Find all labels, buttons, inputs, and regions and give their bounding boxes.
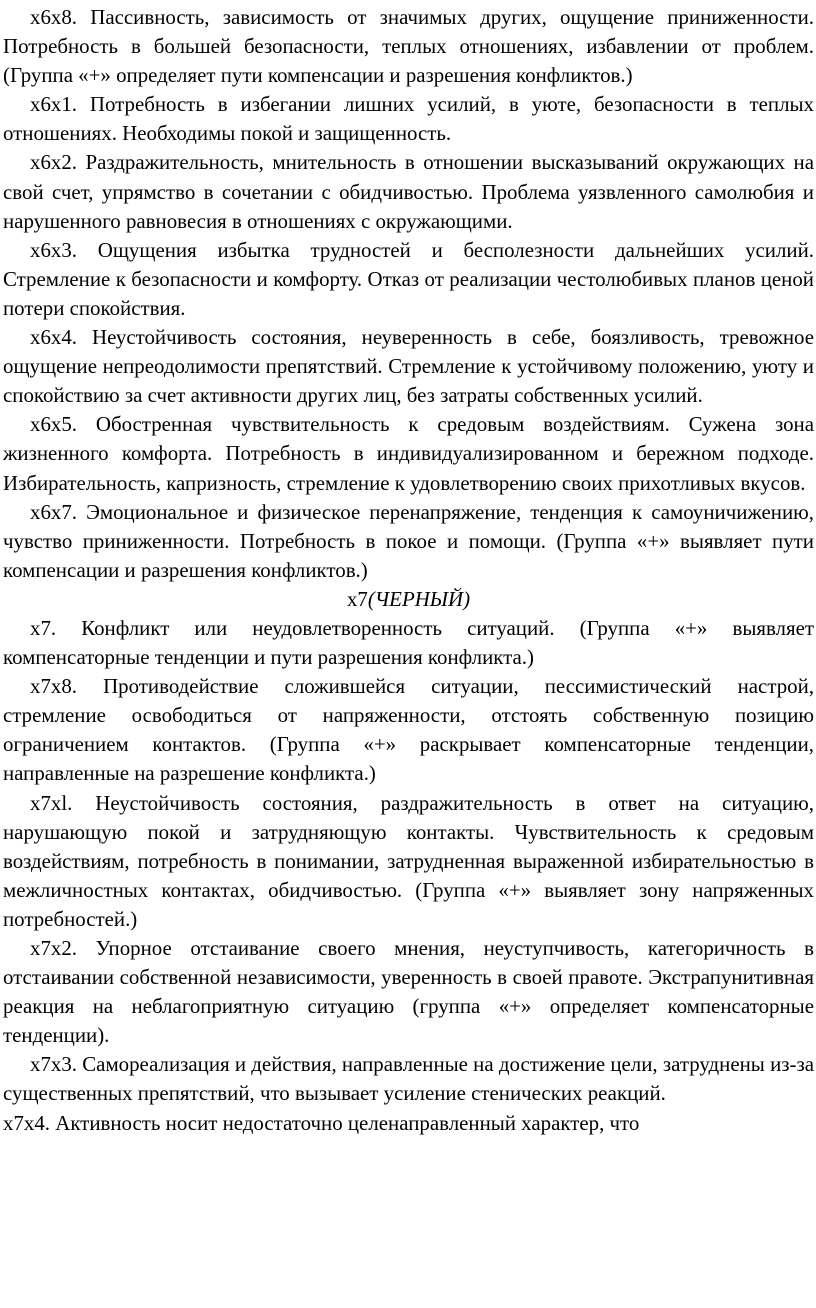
paragraph-x7x3: х7х3. Самореализация и действия, направленные на достижение цели, затруднены из-за существенных препятствий, что вызывает усиление стенических реакций. [3,1052,814,1106]
paragraph-x7: х7. Конфликт или неудовлетворенность ситуаций. (Группа «+» выявляет компенсаторные тенденции и пути разрешения конфликта.) [3,615,814,670]
paragraph-x6x8: х6х8. Пассивность, зависимость от значимых других, ощущение приниженности. Потребность в большей безопасности, теплых отношениях, избавлении от проблем. (Группа «+» определяет пути компенсации и разрешения конфликтов.) [3,5,814,88]
section-heading-color: (ЧЕРНЫЙ) [367,586,471,611]
paragraph-x7x2: х7х2. Упорное отстаивание своего мнения, неуступчивость, категоричность в отстаивании собственной независимости, уверенность в своей правоте. Экстрапунитивная реакция на неблагоприятную ситуацию (группа «+» определяет компенсаторные тенденции). [3,936,814,1048]
paragraph-x6x2: х6х2. Раздражительность, мнительность в отношении высказываний окружающих на свой счет, упрямство в сочетании с обидчивостью. Проблема уязвленного самолюбия и нарушенного равновесия в отношениях с окружающими. [3,150,814,233]
paragraph-x6x7: х6х7. Эмоциональное и физическое перенапряжение, тенденция к самоуничижению, чувство приниженности. Потребность в покое и помощи. (Группа «+» выявляет пути компенсации и разрешения конфликтов.) [3,499,814,582]
paragraph-x6x4: х6х4. Неустойчивость состояния, неуверенность в себе, боязливость, тревожное ощущение непреодолимости препятствий. Стремление к устойчивому положению, уюту и спокойствию за счет активности других лиц, без затраты собственных усилий. [3,325,814,408]
paragraph-x7x4-fragment: х7х4. Активность носит недостаточно целенаправленный характер, что [3,1110,640,1135]
paragraph-x7x8: х7х8. Противодействие сложившейся ситуации, пессимистический настрой, стремление освободиться от напряженности, отстоять собственную позицию ограничением контактов. (Группа «+» раскрывает компенсаторные тенденции, направленные на разрешение конфликта.) [3,674,814,786]
paragraph-x7x1: х7хl. Неустойчивость состояния, раздражительность в ответ на ситуацию, нарушающую покой и затрудняющую контакты. Чувствительность к средовым воздействиям, потребность в понимании, затрудненная выраженной избирательностью в межличностных контактах, обидчивостью. (Группа «+» выявляет зону напряженных потребностей.) [3,790,814,931]
paragraph-x6x3: х6х3. Ощущения избытка трудностей и бесполезности дальнейших усилий. Стремление к безопасности и комфорту. Отказ от реализации честолюбивых планов ценой потери спокойствия. [3,237,814,320]
section-heading-code: х7 [346,586,368,611]
paragraph-x6x5: х6х5. Обостренная чувствительность к средовым воздействиям. Сужена зона жизненного комфорта. Потребность в индивидуализированном и бережном подходе. Избирательность, капризность, стремление к удовлетворению своих прихотливых вкусов. [3,412,814,495]
section-heading-x7 [3,585,814,614]
paragraph-x6x1: х6х1. Потребность в избегании лишних усилий, в уюте, безопасности в теплых отношениях. Необходимы покой и защищенность. [3,92,814,146]
